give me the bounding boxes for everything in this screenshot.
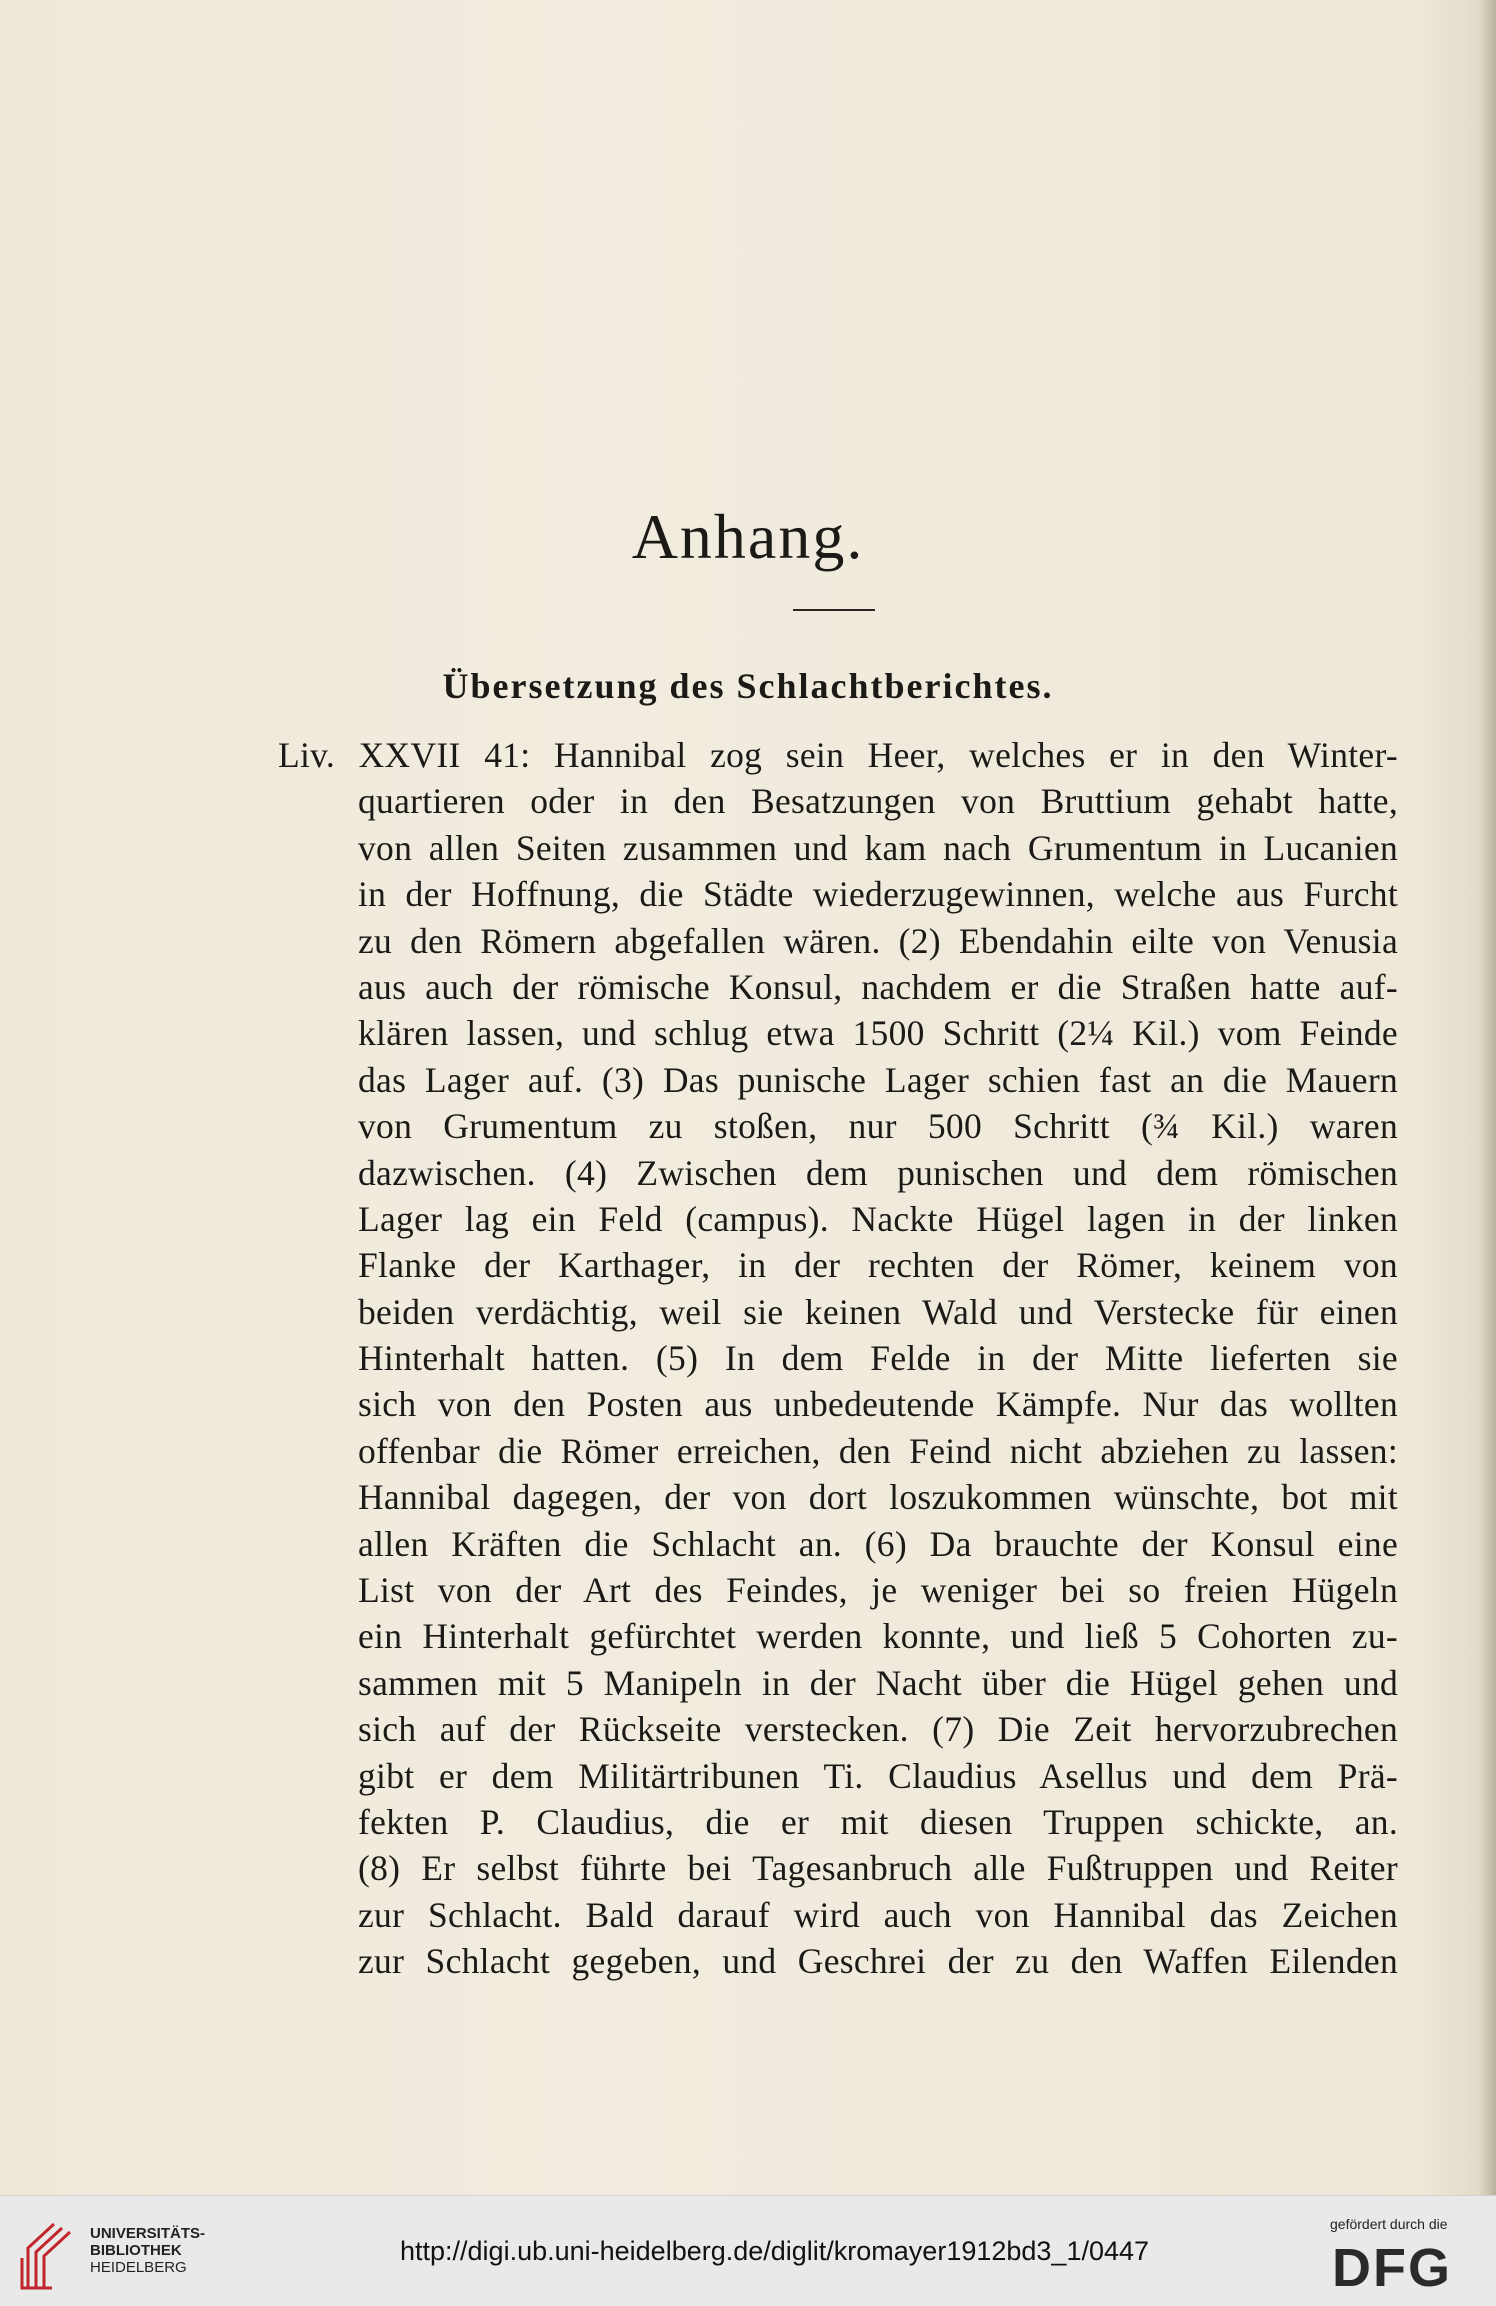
text-line: ein Hinterhalt gefürchtet werden konnte, und ließ 5 Cohorten zu- [358,1616,1398,1657]
text-line: zur Schlacht. Bald darauf wird auch von Hannibal das Zeichen [358,1894,1398,1935]
text-line: sammen mit 5 Manipeln in der Nacht über die Hügel gehen und [358,1662,1398,1703]
permalink-url[interactable]: http://digi.ub.uni-heidelberg.de/diglit/kromayer1912bd3_1/0447 [400,2236,1150,2266]
text-line: Hinterhalt hatten. (5) In dem Felde in der Mitte lieferten sie [358,1338,1398,1379]
logo-stroke [28,2224,54,2288]
text-line: (8) Er selbst führte bei Tagesanbruch alle Fußtruppen und Reiter [358,1848,1398,1889]
library-name-line: HEIDELBERG [90,2259,187,2276]
text-line: von allen Seiten zusammen und kam nach Grumentum in Lucanien [358,827,1398,868]
text-line: sich auf der Rückseite verstecken. (7) Die Zeit hervorzubrechen [358,1709,1398,1750]
page-edge-shadow [1478,0,1496,2195]
footer-bar [0,2195,1496,2306]
text-line: beiden verdächtig, weil sie keinen Wald und Verstecke für einen [358,1291,1398,1332]
text-line: List von der Art des Feindes, je weniger bei so freien Hügeln [358,1570,1398,1611]
text-line: Flanke der Karthager, in der rechten der Römer, keinem von [358,1245,1398,1286]
dfg-logo-text: DFG [1332,2240,1452,2292]
text-line: offenbar die Römer erreichen, den Feind nicht abziehen zu lassen: [358,1430,1398,1471]
text-line: in der Hoffnung, die Städte wiederzugewinnen, welche aus Furcht [358,874,1398,915]
text-line: Liv. XXVII 41: Hannibal zog sein Heer, welches er in den Winter- [278,735,1398,775]
text-line: sich von den Posten aus unbedeutende Kämpfe. Nur das wollten [358,1384,1398,1425]
text-line: das Lager auf. (3) Das punische Lager schien fast an die Mauern [358,1059,1398,1100]
text-line: Hannibal dagegen, der von dort loszukommen wünschte, bot mit [358,1477,1398,1518]
text-line: von Grumentum zu stoßen, nur 500 Schritt (¾ Kil.) waren [358,1106,1398,1147]
text-line: quartieren oder in den Besatzungen von Bruttium gehabt hatte, [358,781,1398,822]
dfg-logo-icon [1332,2240,1477,2292]
page-title: Anhang. [631,501,865,572]
library-name [90,2225,205,2276]
text-line: fekten P. Claudius, die er mit diesen Truppen schickte, an. [358,1801,1398,1842]
text-line: zu den Römern abgefallen wären. (2) Ebendahin eilte von Venusia [358,920,1398,961]
body-text [278,732,1398,1985]
text-line: allen Kräften die Schlacht an. (6) Da brauchte der Konsul eine [358,1523,1398,1564]
text-line: gibt er dem Militärtribunen Ti. Claudius Asellus und dem Prä- [358,1755,1398,1796]
library-name-line: BIBLIOTHEK [90,2242,182,2259]
title-divider [793,609,875,611]
text-line: zur Schlacht gegeben, und Geschrei der zu den Waffen Eilenden [358,1941,1398,1982]
funded-by-label: gefördert durch die [1330,2216,1448,2232]
text-line: aus auch der römische Konsul, nachdem er die Straßen hatte auf- [358,966,1398,1007]
section-subtitle: Übersetzung des Schlachtberichtes. [442,666,1054,706]
text-line: Lager lag ein Feld (campus). Nackte Hügel lagen in der linken [358,1198,1398,1239]
text-line: dazwischen. (4) Zwischen dem punischen und dem römischen [358,1152,1398,1193]
library-logo-icon [14,2218,78,2292]
library-name-line: UNIVERSITÄTS- [90,2225,206,2242]
text-line: klären lassen, und schlug etwa 1500 Schritt (2¼ Kil.) vom Feinde [358,1013,1398,1054]
